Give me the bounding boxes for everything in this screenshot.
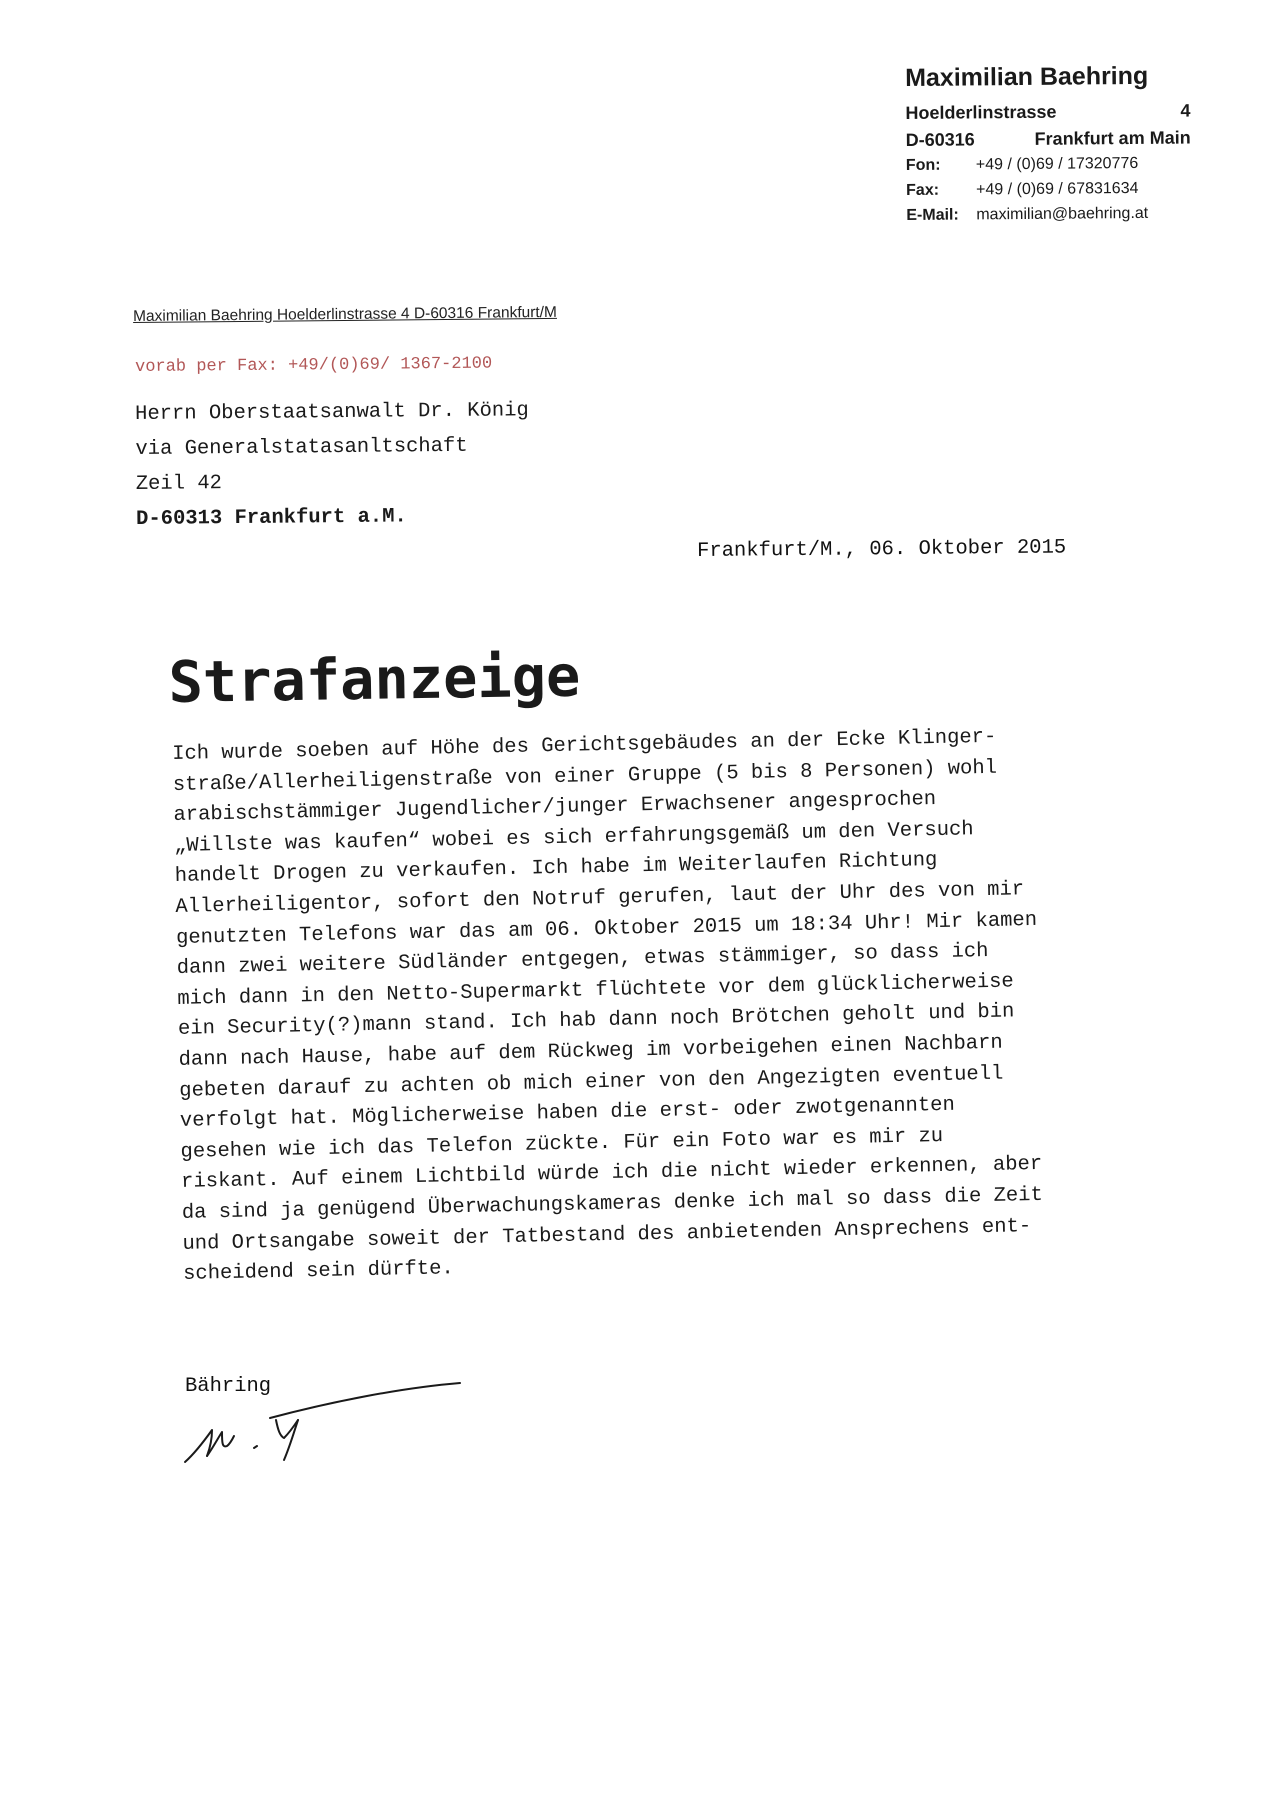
- date-line: Frankfurt/M., 06. Oktober 2015: [697, 536, 1067, 563]
- recipient-line-3: Zeil 42: [135, 472, 223, 496]
- sender-house-number: 4: [1180, 100, 1191, 121]
- recipient-line-4: D-60313 Frankfurt a.M.: [136, 505, 407, 531]
- body-line: dann zwei weitere Südländer entgegen, etwas stämmiger, so dass ich: [176, 940, 989, 981]
- recipient-line-1: Herrn Oberstaatsanwalt Dr. König: [135, 399, 529, 426]
- email-label: E-Mail:: [906, 206, 959, 224]
- body-line: handelt Drogen zu verkaufen. Ich habe im Weiterlaufen Richtung: [174, 849, 938, 889]
- recipient-line-2: via Generalstatasanltschaft: [135, 434, 468, 461]
- handwritten-signature: [180, 1360, 480, 1470]
- sender-letterhead: [905, 62, 1191, 232]
- body-line: scheidend sein dürfte.: [182, 1257, 454, 1286]
- sender-city: Frankfurt am Main: [1034, 127, 1191, 149]
- letter-body: [172, 725, 1044, 1294]
- body-line: Allerheiligentor, sofort den Notruf gerufen, laut der Uhr des von mir: [175, 878, 1025, 919]
- body-line: gebeten darauf zu achten ob mich einer von den Angezigten eventuell: [179, 1062, 1004, 1103]
- sender-fax-row: [906, 180, 1191, 207]
- sender-street: Hoelderlinstrasse: [905, 101, 1057, 123]
- body-line: Ich wurde soeben auf Höhe des Gerichtsgebäudes an der Ecke Klinger-: [172, 725, 997, 766]
- recipient-address: [135, 399, 530, 543]
- body-line: dann nach Hause, habe auf dem Rückweg im vorbeigehen einen Nachbarn: [178, 1031, 1003, 1072]
- sender-phone: +49 / (0)69 / 17320776: [975, 154, 1139, 174]
- body-line: mich dann in den Netto-Supermarkt flüchtete vor dem glücklicherweise: [177, 970, 1014, 1011]
- body-line: „Willste was kaufen“ wobei es sich erfahrungsgemäß um den Versuch: [173, 818, 974, 858]
- sender-name: Maximilian Baehring: [905, 61, 1149, 92]
- fax-note: vorab per Fax: +49/(0)69/ 1367-2100: [135, 354, 493, 377]
- body-line: ein Security(?)mann stand. Ich hab dann noch Brötchen geholt und bin: [177, 1000, 1015, 1042]
- phone-label: Fon:: [905, 156, 941, 174]
- body-line: straße/Allerheiligenstraße von einer Gruppe (5 bis 8 Personen) wohl: [172, 756, 998, 797]
- sender-phone-row: [906, 155, 1191, 182]
- sender-email-row: [906, 205, 1191, 232]
- signature-name: Bähring: [185, 1375, 272, 1398]
- letter-title: Strafanzeige: [168, 643, 581, 716]
- body-line: gesehen wie ich das Telefon zückte. Für ein Foto war es mir zu: [180, 1124, 944, 1164]
- body-line: riskant. Auf einem Lichtbild würde ich die nicht wieder erkennen, aber: [180, 1153, 1043, 1195]
- return-address-line: Maximilian Baehring Hoelderlinstrasse 4 D-60316 Frankfurt/M: [133, 303, 557, 325]
- body-line: und Ortsangabe soweit der Tatbestand des anbietenden Ansprechens ent-: [182, 1214, 1032, 1256]
- body-line: arabischstämmiger Jugendlicher/junger Erwachsener angesprochen: [173, 788, 937, 828]
- sender-postcode: D-60316: [905, 129, 975, 150]
- fax-label: Fax:: [906, 181, 940, 199]
- body-line: genutzten Telefons war das am 06. Oktober 2015 um 18:34 Uhr! Mir kamen: [175, 908, 1038, 950]
- sender-city-row: [906, 128, 1191, 157]
- body-line: da sind ja genügend Überwachungskameras denke ich mal so dass die Zeit: [181, 1183, 1044, 1225]
- sender-email: maximilian@baehring.at: [976, 204, 1149, 224]
- sender-street-row: [905, 101, 1190, 130]
- body-line: verfolgt hat. Möglicherweise haben die erst- oder zwotgenannten: [179, 1093, 956, 1134]
- sender-fax: +49 / (0)69 / 67831634: [976, 179, 1139, 199]
